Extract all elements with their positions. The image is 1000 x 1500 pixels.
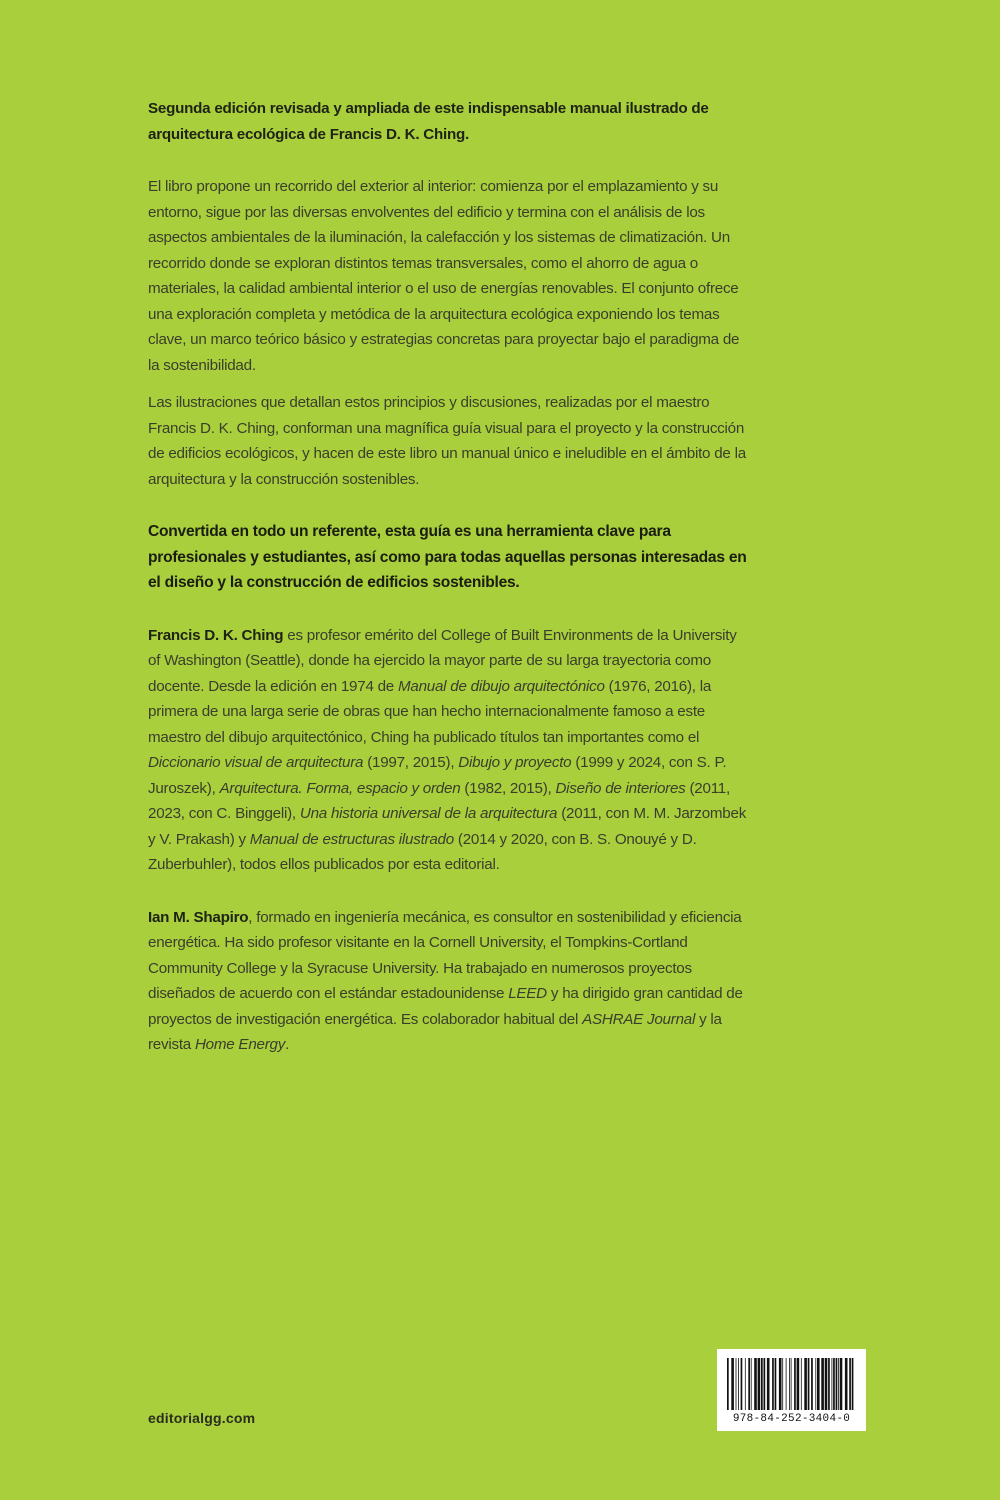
- barcode-bar: [779, 1358, 782, 1410]
- publication-title: ASHRAE Journal: [582, 1010, 696, 1028]
- bio-text: (2011, con M. M. Jarzombek y V. Prakash) y: [148, 805, 747, 848]
- author-name-shapiro: Ian M. Shapiro: [148, 908, 249, 926]
- barcode-bar: [736, 1358, 737, 1410]
- barcode-bar: [838, 1358, 839, 1410]
- author-bio-ching: [148, 623, 748, 878]
- barcode-bar: [727, 1358, 729, 1410]
- barcode-bar: [815, 1358, 816, 1410]
- intro-paragraph: Segunda edición revisada y ampliada de este indispensable manual ilustrado de arquitectura ecológica de Francis D. K. Ching.: [148, 100, 709, 143]
- barcode-bar: [738, 1358, 739, 1410]
- barcode-bar: [767, 1358, 770, 1410]
- bio-text: y la revista: [148, 1010, 722, 1053]
- bio-text: , formado en ingeniería mecánica, es consultor en sostenibilidad y eficiencia energética. Ha sido profesor visitante en la Cornell University, el Tompkins-Cortland Community College y la Syracuse University. Ha trabajado en numerosos proyectos diseñados de acuerdo con el estándar estadounidense: [148, 908, 742, 1002]
- barcode-bar: [789, 1358, 790, 1410]
- book-title: Arquitectura. Forma, espacio y orden: [219, 779, 461, 797]
- isbn-number: 978-84-252-3404-0: [732, 1413, 851, 1425]
- barcode-bar: [811, 1358, 813, 1410]
- barcode-bar: [836, 1358, 838, 1410]
- author-bio-shapiro: [148, 905, 748, 1058]
- barcode-bar: [797, 1358, 800, 1410]
- barcode-bars: [726, 1358, 857, 1410]
- barcode-bar: [761, 1358, 763, 1410]
- barcode-bar: [817, 1358, 820, 1410]
- book-title: Diseño de interiores: [555, 779, 686, 797]
- barcode-bar: [791, 1358, 792, 1410]
- book-title: Diccionario visual de arquitectura: [148, 754, 364, 771]
- description-paragraph-2: Las ilustraciones que detallan estos principios y discusiones, realizadas por el maestro Francis D. K. Ching, conforman una magnífica guía visual para el proyecto y la construcción de edificios ecológicos, y hacen de este libro un manual único e ineludible en el ámbito de la arquitectura y la construcción sostenibles.: [148, 394, 746, 488]
- barcode-bar: [748, 1358, 750, 1410]
- bio-text: (2014 y 2020, con B. S. Onouyé y D. Zuberbuhler), todos ellos publicados por esta editorial.: [148, 830, 697, 873]
- description-paragraph-1: El libro propone un recorrido del exterior al interior: comienza por el emplazamiento y su entorno, sigue por las diversas envolventes del edificio y termina con el análisis de los aspectos ambientales de la iluminación, la calefacción y los sistemas de climatización. Un recorrido donde se exploran distintos temas transversales, como el ahorro de agua o materiales, la calidad ambiental interior o el uso de energías renovables. El conjunto ofrece una exploración completa y metódica de la arquitectura ecológica exponiendo los temas clave, un marco teórico básico y estrategias concretas para proyectar bajo el paradigma de la sostenibilidad.: [148, 178, 740, 374]
- bio-text: es profesor emérito del College of Built Environments de la University of Washington (Seattle), donde ha ejercido la mayor parte de su larga trayectoria como docente. Desde la edición en 1974 de: [148, 626, 737, 695]
- barcode-bar: [825, 1358, 828, 1410]
- isbn-barcode: [717, 1349, 866, 1431]
- publisher-website: editorialgg.com: [148, 1410, 256, 1426]
- barcode-bar: [832, 1358, 833, 1410]
- book-title: Manual de estructuras ilustrado: [249, 830, 454, 848]
- barcode-bar: [804, 1358, 807, 1410]
- barcode-bar: [786, 1358, 787, 1410]
- barcode-bar: [741, 1358, 743, 1410]
- barcode-bar: [731, 1358, 734, 1410]
- publication-title: Home Energy: [194, 1036, 286, 1053]
- barcode-bar: [745, 1358, 746, 1410]
- bio-text: (1976, 2016), la primera de una larga serie de obras que han hecho internacionalmente famoso a este maestro del dibujo arquitectónico, Ching ha publicado títulos tan importantes como el: [148, 677, 712, 746]
- book-title: Manual de dibujo arquitectónico: [397, 677, 605, 695]
- barcode-bar: [758, 1358, 761, 1410]
- book-title: Una historia universal de la arquitectura: [299, 805, 558, 822]
- bio-text: (2011, 2023, con C. Binggeli),: [148, 779, 730, 822]
- barcode-bar: [782, 1358, 783, 1410]
- barcode-bar: [775, 1358, 777, 1410]
- back-cover-text: [148, 96, 748, 1058]
- barcode-bar: [751, 1358, 752, 1410]
- barcode-bar: [845, 1358, 848, 1410]
- bio-text: .: [285, 1036, 290, 1053]
- standard-name: LEED: [508, 985, 547, 1002]
- bio-text: (1982, 2015),: [460, 779, 556, 797]
- barcode-bar: [808, 1358, 810, 1410]
- author-name-ching: Francis D. K. Ching: [148, 626, 284, 644]
- barcode-bar: [821, 1358, 824, 1410]
- barcode-bar: [833, 1358, 835, 1410]
- barcode-bar: [828, 1358, 830, 1410]
- barcode-bar: [754, 1358, 757, 1410]
- callout-paragraph: Convertida en todo un referente, esta guía es una herramienta clave para profesionales y estudiantes, así como para todas aquellas personas interesadas en el diseño y la construcción de edificios sostenibles.: [148, 523, 747, 591]
- barcode-bar: [852, 1358, 854, 1410]
- barcode-bar: [849, 1358, 851, 1410]
- barcode-bar: [772, 1358, 774, 1410]
- bio-text: (1997, 2015),: [363, 754, 459, 771]
- barcode-bar: [840, 1358, 843, 1410]
- book-title: Dibujo y proyecto: [458, 754, 572, 771]
- barcode-bar: [801, 1358, 802, 1410]
- bio-text: y ha dirigido gran cantidad de proyectos de investigación energética. Es colaborador habitual del: [148, 985, 743, 1028]
- barcode-bar: [764, 1358, 766, 1410]
- barcode-bar: [794, 1358, 796, 1410]
- bio-text: (1999 y 2024, con S. P. Juroszek),: [148, 754, 727, 797]
